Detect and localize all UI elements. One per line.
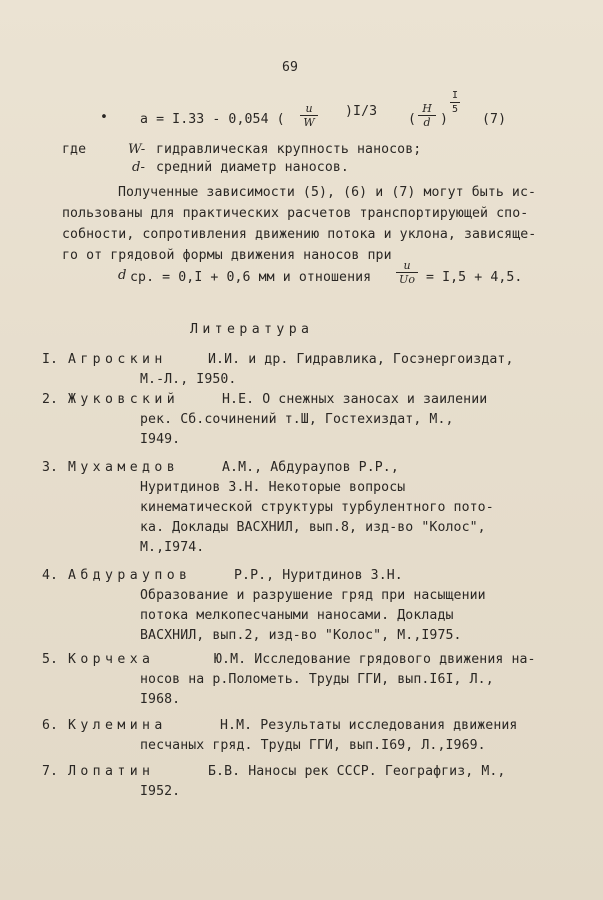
formula-exponent-2: I 5: [451, 90, 459, 115]
reference-line: Нуритдинов З.Н. Некоторые вопросы: [140, 480, 406, 495]
reference-line: Р.Р., Нуритдинов З.Н.: [234, 568, 403, 583]
paragraph-line-5-end: = I,5 + 4,5.: [426, 270, 523, 285]
reference-number: 3.: [42, 460, 59, 475]
where-definition-w: гидравлическая крупность наносов;: [156, 142, 422, 157]
paragraph-line-5: ср. = 0,I + 0,6 мм и отношения: [130, 270, 372, 285]
formula-label: (7): [482, 112, 507, 127]
reference-line: кинематической структуры турбулентного пото-: [140, 500, 494, 515]
references-title: Литература: [190, 322, 314, 337]
reference-line: рек. Сб.сочинений т.Ш, Гостехиздат, М.,: [140, 412, 454, 427]
paragraph-line-2: пользованы для практических расчетов транспортирующей спо-: [62, 206, 529, 221]
reference-number: I.: [42, 352, 59, 367]
reference-number: 5.: [42, 652, 59, 667]
reference-author: Мухамедов: [68, 460, 180, 475]
where-word: где: [62, 142, 87, 157]
formula-open-paren-2: (: [408, 112, 417, 127]
reference-number: 7.: [42, 764, 59, 779]
where-definition-d: средний диаметр наносов.: [156, 160, 349, 175]
reference-line: носов на р.Полометь. Труды ГГИ, вып.I6I, Л.,: [140, 672, 494, 687]
reference-line: песчаных гряд. Труды ГГИ, вып.I69, Л.,I969.: [140, 738, 486, 753]
reference-line: Ю.М. Исследование грядового движения на-: [214, 652, 536, 667]
reference-line: Н.М. Результаты исследования движения: [220, 718, 518, 733]
reference-number: 2.: [42, 392, 59, 407]
reference-author: Корчеха: [68, 652, 155, 667]
paragraph-line-4: го от грядовой формы движения наносов при: [62, 248, 392, 263]
formula-fraction-1: u W: [300, 103, 318, 128]
paragraph-symbol-d: d: [118, 268, 127, 283]
reference-line: потока мелкопесчаными наносами. Доклады: [140, 608, 454, 623]
reference-line: I949.: [140, 432, 181, 447]
reference-line: I968.: [140, 692, 181, 707]
reference-number: 4.: [42, 568, 59, 583]
where-symbol-d: d-: [132, 160, 146, 175]
reference-line: И.И. и др. Гидравлика, Госэнергоиздат,: [208, 352, 514, 367]
reference-line: М.,I974.: [140, 540, 205, 555]
reference-line: Н.Е. О снежных заносах и заилении: [222, 392, 488, 407]
reference-author: Агроскин: [68, 352, 167, 367]
paragraph-line-3: собности, сопротивления движению потока и уклона, зависяще-: [62, 227, 537, 242]
reference-line: I952.: [140, 784, 181, 799]
reference-author: Абдураупов: [68, 568, 192, 583]
reference-line: А.М., Абдураупов Р.Р.,: [222, 460, 399, 475]
reference-author: Жуковский: [68, 392, 180, 407]
where-symbol-w: W-: [128, 142, 146, 157]
reference-line: Б.В. Наносы рек СССР. Географгиз, М.,: [208, 764, 506, 779]
reference-line: Образование и разрушение гряд при насыщении: [140, 588, 486, 603]
reference-line: ка. Доклады ВАСХНИЛ, вып.8, изд-во "Колос",: [140, 520, 486, 535]
formula-fraction-2: H d: [418, 103, 436, 128]
reference-line: М.-Л., I950.: [140, 372, 237, 387]
reference-author: Лопатин: [68, 764, 155, 779]
formula-exponent-1: )I/3: [345, 104, 378, 119]
reference-author: Кулемина: [68, 718, 167, 733]
paragraph-ratio: u Uo: [396, 260, 418, 285]
reference-line: ВАСХНИЛ, вып.2, изд-во "Колос", М.,I975.: [140, 628, 462, 643]
reference-number: 6.: [42, 718, 59, 733]
page-number: 69: [282, 60, 299, 75]
paragraph-line-1: Полученные зависимости (5), (6) и (7) могут быть ис-: [118, 185, 537, 200]
formula-close-paren-2: ): [440, 112, 449, 127]
formula-lhs: a = I.33 - 0,054 (: [140, 112, 285, 127]
formula-bullet: •: [100, 110, 109, 125]
